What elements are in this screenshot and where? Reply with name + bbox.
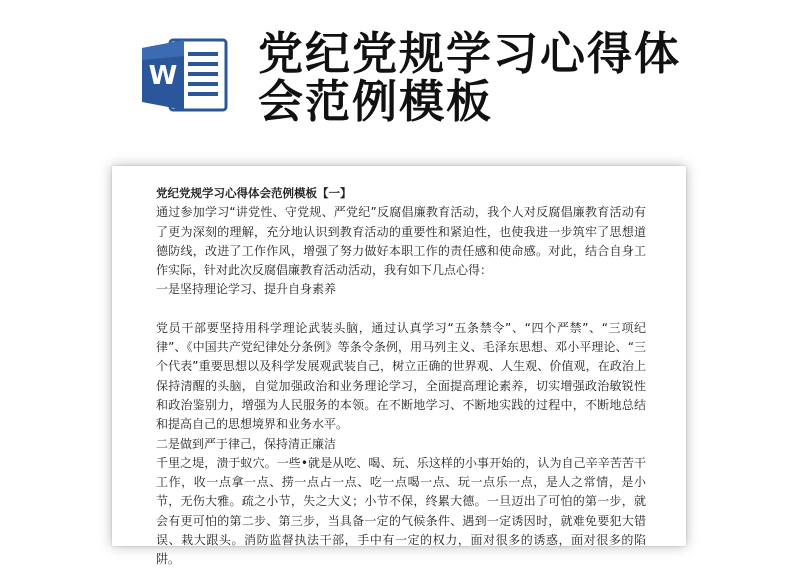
blank-line bbox=[156, 300, 646, 319]
header bbox=[0, 0, 800, 160]
document-page bbox=[112, 166, 686, 567]
title-line-1: 党纪党规学习心得体 bbox=[258, 27, 682, 80]
document-heading: 党纪党规学习心得体会范例模板【一】 bbox=[156, 186, 352, 200]
word-icon bbox=[140, 36, 228, 114]
section-2-title: 二是做到严于律己，保持清正廉洁 bbox=[156, 436, 337, 451]
section-2-body: 千里之堤，溃于蚁穴。一些•就是从吃、喝、玩、乐这样的小事开始的，认为自己辛辛苦苦干工作，收一点拿一点、捞一点占一点、吃一点喝一点、玩一点乐一点，是人之常情，是小节，无伤大雅。疏之小节，失之大义；小节不保，终累大德。一旦迈出了可怕的第一步，就会有更可怕的第二步、第三步，当具备一定的气候条件、遇到一定诱因时，就难免要犯大错误、栽大跟头。消防监督执法干部，手中有一定的权力，面对很多的诱惑，面对很多的陷阱。 bbox=[156, 455, 646, 567]
word-icon-letter: W bbox=[148, 61, 178, 91]
page-title bbox=[258, 27, 778, 128]
document-body bbox=[156, 184, 646, 570]
section-1-body: 党员干部要坚持用科学理论武装头脑，通过认真学习“五条禁令”、“四个严禁”、“三项纪律”、《中国共产党纪律处分条例》等条令条例，用马列主义、毛泽东思想、邓小平理论、“三个代表”重要思想以及科学发展观武装自己，树立正确的世界观、人生观、价值观，在政治上保持清醒的头脑，自觉加强政治和业务理论学习，全面提高理论素养，切实增强政治敏锐性和政治鉴别力，增强为人民服务的本领。在不断地学习、不断地实践的过程中，不断地总结和提高自己的思想境界和业务水平。 bbox=[156, 320, 646, 432]
title-line-2: 会范例模板 bbox=[258, 75, 494, 128]
section-1-title: 一是坚持理论学习、提升自身素养 bbox=[156, 282, 337, 297]
intro-paragraph: 通过参加学习“讲党性、守党规、严党纪”反腐倡廉教育活动，我个人对反腐倡廉教育活动有了更为深刻的理解，充分地认识到教育活动的重要性和紧迫性，也使我进一步筑牢了思想道德防线，改进了工作作风，增强了努力做好本职工作的责任感和使命感。对此，结合自身工作实际，针对此次反腐倡廉教育活动活动，我有如下几点心得： bbox=[156, 205, 646, 278]
